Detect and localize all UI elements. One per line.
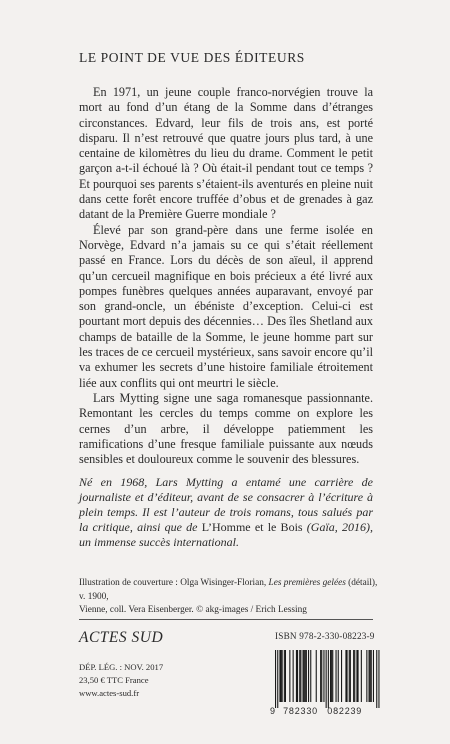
barcode-bar	[296, 650, 297, 702]
credit-line-2: Vienne, coll. Vera Eisenberger. © akg-images / Erich Lessing	[79, 605, 307, 615]
barcode-bar	[293, 650, 294, 702]
barcode-bar	[361, 650, 362, 702]
barcode-bar	[305, 650, 306, 702]
barcode-bar	[330, 650, 331, 702]
book-summary	[79, 85, 373, 467]
barcode-bar	[289, 650, 290, 702]
barcode-right-group: 082239	[327, 706, 363, 716]
barcode-bar	[366, 650, 367, 702]
barcode-first-digit: 9	[270, 706, 276, 716]
barcode-bar	[353, 650, 354, 702]
divider	[79, 619, 373, 620]
barcode-bar	[320, 650, 321, 702]
credit-text-start: Illustration de couverture : Olga Wisinger-Florian,	[79, 578, 269, 588]
summary-paragraph-3: Lars Mytting signe une saga romanesque passionnante. Remontant les cercles du temps comme on explore les cernes d’un arbre, il développe patiemment les ramifications d’une fresque familiale puissante aux nœuds sensibles et douloureux comme le souvenir des blessures.	[79, 390, 373, 467]
price: 23,50 € TTC France	[79, 674, 149, 685]
barcode-bar	[300, 650, 301, 702]
bio-text-end: (Gaïa, 2016), un immense succès international.	[79, 520, 373, 549]
credit-work-title: Les premières gelées	[268, 578, 346, 588]
barcode-bar	[304, 650, 305, 702]
barcode-bar	[369, 650, 370, 702]
legal-deposit: DÉP. LÉG. : NOV. 2017	[79, 662, 164, 672]
barcode-bar	[373, 650, 374, 702]
barcode-bar	[323, 650, 324, 702]
bio-text-start: Né en 1968, Lars Mytting a entamé une carrière de journaliste et d’éditeur, avant de se consacrer à l’écriture à plein temps. Il est l’auteur de trois romans, tous salués par la critique, ainsi que de	[79, 475, 373, 534]
barcode-bar	[281, 650, 282, 702]
barcode-bar	[336, 650, 337, 702]
barcode-bar	[326, 650, 327, 708]
barcode-bar	[284, 650, 285, 702]
author-bio	[79, 475, 373, 550]
barcode-bar	[303, 650, 304, 702]
barcode-bar	[341, 650, 342, 702]
credit-text-end: (détail), v. 1900,	[79, 578, 378, 602]
barcode-bar	[338, 650, 339, 702]
barcode-bar	[277, 650, 278, 708]
publisher-logo: ACTES SUD	[79, 629, 164, 646]
section-heading: LE POINT DE VUE DES ÉDITEURS	[79, 50, 305, 65]
barcode-bar	[378, 650, 379, 708]
barcode-bar	[308, 650, 309, 702]
website: www.actes-sud.fr	[79, 687, 140, 698]
barcode-digits	[270, 706, 380, 716]
barcode-bar	[331, 650, 332, 702]
barcode-bar	[282, 650, 283, 702]
barcode-bar	[275, 650, 276, 708]
barcode-bar	[332, 650, 333, 702]
barcode-bar	[347, 650, 348, 702]
barcode-bar	[299, 650, 300, 702]
barcode-bar	[279, 650, 280, 702]
barcode-bar	[358, 650, 359, 702]
barcode-bar	[316, 650, 317, 702]
barcode-bar	[328, 650, 329, 708]
barcode-bar	[345, 650, 346, 702]
barcode-bar	[356, 650, 357, 702]
barcode-bar	[376, 650, 377, 708]
barcode-bar	[297, 650, 298, 702]
illustration-credit	[79, 577, 379, 618]
barcode-bar	[285, 650, 286, 702]
isbn: ISBN 978-2-330-08223-9	[275, 631, 375, 641]
legal-info	[79, 661, 163, 699]
barcode-left-group: 782330	[283, 706, 318, 716]
barcode-bar	[350, 650, 351, 702]
barcode-bar	[371, 650, 372, 702]
bio-book-title: L’Homme et le Bois	[201, 520, 303, 534]
barcode-bar	[354, 650, 355, 702]
barcode-bar	[306, 650, 307, 702]
barcode-bars	[270, 648, 380, 710]
summary-paragraph-1: En 1971, un jeune couple franco-norvégien trouve la mort au fond d’un étang de la Somme dans d’étranges circonstances. Edvard, leur fils de trois ans, est porté disparu. Il n’est retrouvé que quatre jours plus tard, à une centaine de kilomètres du lieu du drame. Comment le petit garçon a-t-il échoué là ? Où était-il pendant tout ce temps ? Et pourquoi ses parents s’étaient-ils aventurés en pleine nuit dans cette forêt encore truffée d’obus et de grenades à gaz datant de la Première Guerre mondiale ?	[79, 85, 373, 222]
barcode-bar	[349, 650, 350, 702]
summary-paragraph-2: Élevé par son grand-père dans une ferme isolée en Norvège, Edvard n’a jamais su ce qui s’était réellement passé en France. Lors du décès de son aïeul, il apprend qu’un cercueil magnifique en bois précieux a été livré aux pompes funèbres quelques années auparavant, envoyé par son grand-oncle, un ébéniste d’exception. Celui-ci est pourtant mort depuis des décennies… Des îles Shetland aux champs de bataille de la Somme, le jeune homme part sur les traces de ce cercueil mystérieux, sans savoir encore qu’il va exhumer les secrets d’une histoire familiale étroitement liée aux conflits qui ont meurtri le siècle.	[79, 222, 373, 390]
barcode-bar	[321, 650, 322, 702]
barcode-bar	[310, 650, 311, 702]
barcode	[270, 648, 380, 720]
credit-line-1	[79, 577, 379, 604]
barcode-bar	[370, 650, 371, 702]
